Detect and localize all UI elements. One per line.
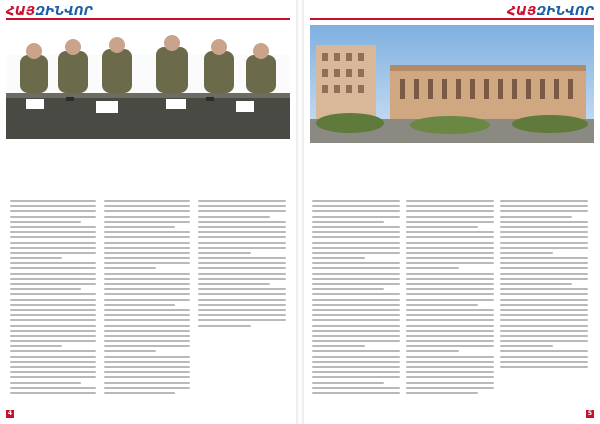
spine-gutter	[296, 0, 304, 424]
right-column-1	[312, 200, 400, 397]
right-footer	[310, 410, 594, 418]
left-headline	[0, 146, 296, 196]
right-page	[304, 0, 600, 424]
left-column-1	[10, 200, 96, 397]
left-logo: ՀԱՅԶԻՆՎՈՐ	[6, 4, 93, 18]
right-page-number: 5	[587, 410, 593, 417]
right-logo: ՀԱՅԶԻՆՎՈՐ	[507, 4, 594, 18]
left-page	[0, 0, 296, 424]
right-column-3	[500, 200, 588, 371]
left-footer	[6, 410, 290, 418]
left-masthead	[6, 4, 290, 20]
government-building-photo	[310, 25, 594, 143]
left-column-3	[198, 200, 286, 330]
meeting-photo	[6, 25, 290, 139]
left-page-number: 4	[7, 410, 13, 417]
right-masthead	[310, 4, 594, 20]
right-column-2	[406, 200, 494, 397]
left-column-2	[104, 200, 190, 397]
